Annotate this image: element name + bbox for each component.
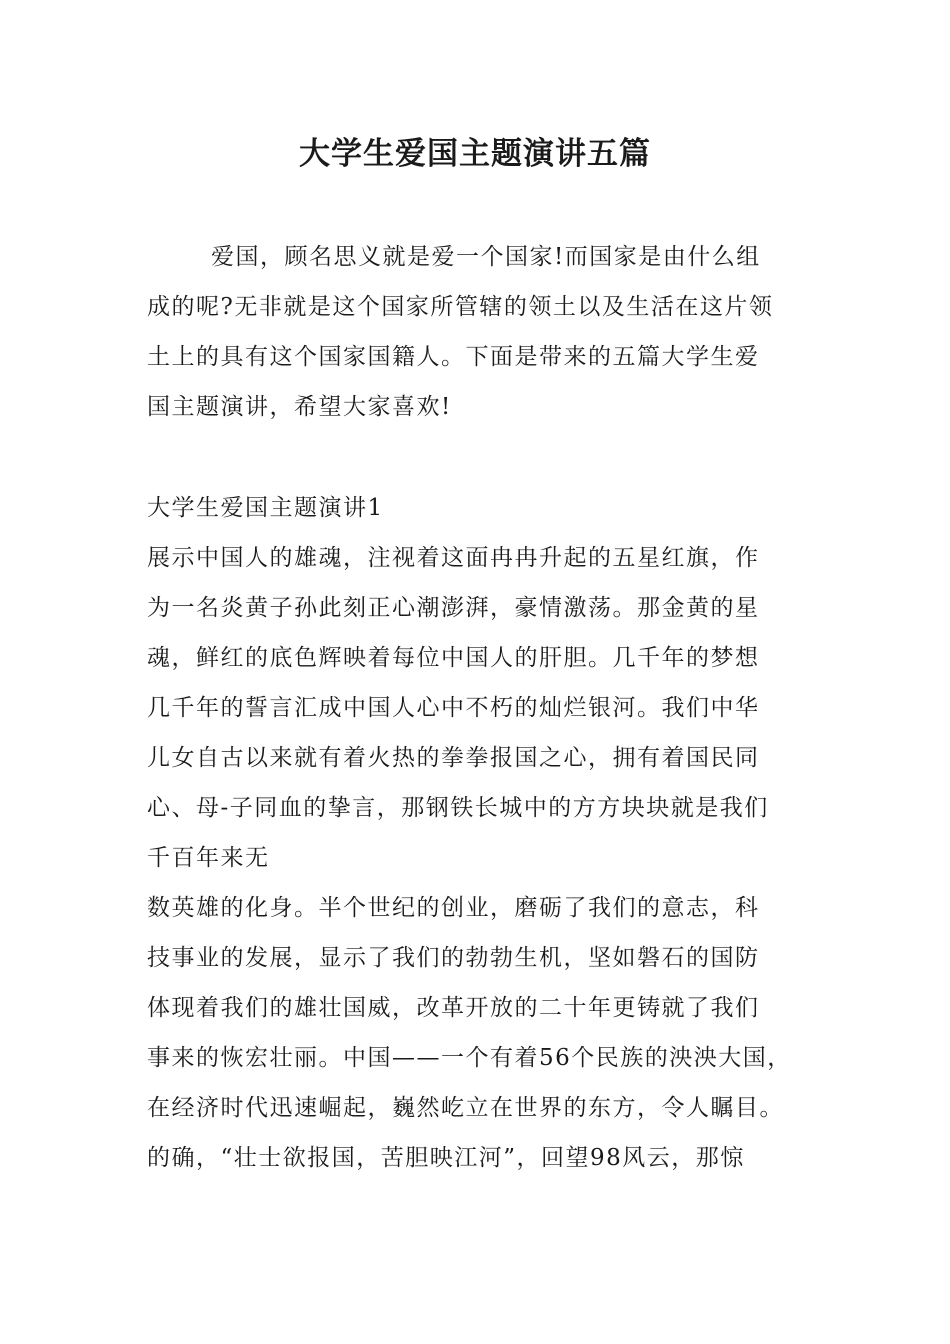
section-line: 为一名炎黄子孙此刻正心潮澎湃，豪情激荡。那金黄的星 xyxy=(147,595,760,621)
intro-line: 爱国，顾名思义就是爱一个国家!而国家是由什么组 xyxy=(211,244,761,270)
section-1 xyxy=(147,483,809,1183)
section-line: 展示中国人的雄魂，注视着这面冉冉升起的五星红旗，作 xyxy=(147,545,760,571)
intro-line: 土上的具有这个国家国籍人。下面是带来的五篇大学生爱 xyxy=(147,344,760,370)
intro-line: 成的呢?无非就是这个国家所管辖的领土以及生活在这片领 xyxy=(147,294,774,320)
section-line: 千百年来无 xyxy=(147,845,270,871)
section-line: 在经济时代迅速崛起，巍然屹立在世界的东方，令人瞩目。 xyxy=(147,1095,784,1121)
section-line: 技事业的发展，显示了我们的勃勃生机，坚如磐石的国防 xyxy=(147,945,760,971)
intro-paragraph xyxy=(147,232,809,432)
section-line: 体现着我们的雄壮国威，改革开放的二十年更铸就了我们 xyxy=(147,995,760,1021)
section-line: 事来的恢宏壮丽。中国——一个有着56个民族的泱泱大国， xyxy=(147,1045,792,1071)
section-line: 魂，鲜红的底色辉映着每位中国人的肝胆。几千年的梦想 xyxy=(147,645,760,671)
intro-line: 国主题演讲，希望大家喜欢! xyxy=(147,394,452,420)
section-line: 的确，“壮士欲报国，苦胆映江河”，回望98风云，那惊 xyxy=(147,1145,745,1171)
section-line: 心、母-子同血的挚言，那钢铁长城中的方方块块就是我们 xyxy=(147,795,769,821)
section-line: 数英雄的化身。半个世纪的创业，磨砺了我们的意志，科 xyxy=(147,895,760,921)
document-title: 大学生爱国主题演讲五篇 xyxy=(299,136,651,172)
section-line: 儿女自古以来就有着火热的拳拳报国之心，拥有着国民同 xyxy=(147,745,760,771)
section-heading: 大学生爱国主题演讲1 xyxy=(147,495,384,521)
section-line: 几千年的誓言汇成中国人心中不朽的灿烂银河。我们中华 xyxy=(147,695,760,721)
